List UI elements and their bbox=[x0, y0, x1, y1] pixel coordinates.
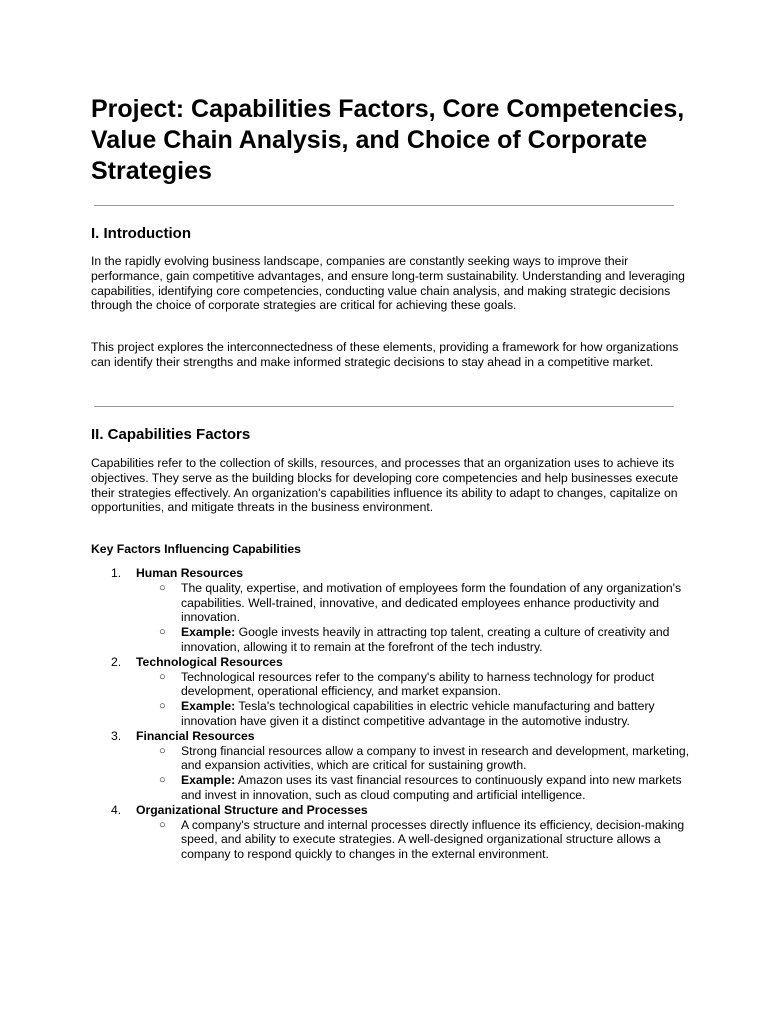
list-item-financial-resources bbox=[91, 729, 691, 803]
divider bbox=[94, 205, 674, 206]
intro-paragraph-2: This project explores the interconnectedness of these elements, providing a framework for how organizations can identify their strengths and make informed strategic decisions to stay ahead in a competitive market. bbox=[91, 340, 679, 369]
list-item-number: 1. bbox=[111, 566, 122, 580]
circle-bullet-icon: ○ bbox=[159, 581, 166, 594]
list-item-number: 3. bbox=[111, 728, 122, 743]
list-bullet bbox=[159, 625, 691, 655]
list-item-title: Financial Resources bbox=[136, 728, 255, 743]
list-item-title: Technological Resources bbox=[136, 654, 283, 669]
example-label: Example: bbox=[181, 625, 236, 640]
list-bullet bbox=[159, 669, 691, 700]
list-item-title: Organizational Structure and Processes bbox=[136, 802, 368, 817]
bullet-text: Technological resources refer to the company's ability to harness technology for product development, operational efficiency, and market expansion. bbox=[181, 669, 655, 699]
capabilities-paragraph: Capabilities refer to the collection of skills, resources, and processes that an organization uses to achieve its objectives. They serve as the building blocks for developing core competencies and help businesses execute their strategies effectively. An organization's capabilities influence its ability to adapt to changes, capitalize on opportunities, and mitigate threats in the business environment. bbox=[91, 456, 679, 515]
bullet-text: Google invests heavily in attracting top talent, creating a culture of creativity and innovation, allowing it to remain at the forefront of the tech industry. bbox=[181, 625, 670, 654]
list-bullet bbox=[159, 817, 691, 862]
list-bullet bbox=[159, 699, 691, 729]
section-heading-capabilities: II. Capabilities Factors bbox=[91, 426, 251, 443]
list-item-title: Human Resources bbox=[136, 566, 244, 580]
list-item-number: 2. bbox=[111, 654, 122, 669]
bullet-text: The quality, expertise, and motivation of employees form the foundation of any organization's capabilities. Well-trained, innovative, and dedicated employees enhance productivity and innovation. bbox=[181, 580, 682, 625]
bullet-text: Amazon uses its vast financial resources to continuously expand into new markets and invest in innovation, such as cloud computing and artificial intelligence. bbox=[181, 773, 682, 802]
circle-bullet-icon: ○ bbox=[159, 700, 166, 713]
example-label: Example: bbox=[181, 699, 236, 714]
key-factors-subheading: Key Factors Influencing Capabilities bbox=[91, 542, 301, 556]
list-bullet bbox=[159, 773, 691, 803]
circle-bullet-icon: ○ bbox=[159, 626, 166, 639]
section-heading-introduction: I. Introduction bbox=[91, 225, 191, 242]
circle-bullet-icon: ○ bbox=[159, 774, 166, 787]
list-bullet bbox=[159, 580, 691, 625]
circle-bullet-icon: ○ bbox=[159, 818, 166, 831]
list-item-organizational-structure bbox=[91, 803, 691, 862]
bullet-text: Strong financial resources allow a company to invest in research and development, marketing, and expansion activities, which are critical for sustaining growth. bbox=[181, 743, 690, 773]
intro-paragraph-1: In the rapidly evolving business landscape, companies are constantly seeking ways to improve their performance, gain competitive advantages, and ensure long-term sustainability. Understanding and leveraging capabilities, identifying core competencies, conducting value chain analysis, and making strategic decisions through the choice of corporate strategies are critical for achieving these goals. bbox=[91, 254, 685, 313]
document-title: Project: Capabilities Factors, Core Competencies, Value Chain Analysis, and Choice of Corporate Strategies bbox=[91, 95, 685, 185]
bullet-text: A company's structure and internal processes directly influence its efficiency, decision-making speed, and ability to execute strategies. A well-designed organizational structure allows a company to respond quickly to changes in the external environment. bbox=[181, 817, 685, 862]
list-bullet bbox=[159, 743, 691, 774]
circle-bullet-icon: ○ bbox=[159, 744, 166, 757]
list-item-human-resources bbox=[91, 566, 691, 655]
list-item-number: 4. bbox=[111, 802, 122, 817]
key-factors-list bbox=[91, 566, 691, 862]
divider bbox=[94, 406, 674, 407]
bullet-text: Tesla's technological capabilities in electric vehicle manufacturing and battery innovation have given it a distinct competitive advantage in the automotive industry. bbox=[181, 699, 655, 728]
circle-bullet-icon: ○ bbox=[159, 670, 166, 683]
list-item-technological-resources bbox=[91, 655, 691, 729]
example-label: Example: bbox=[181, 773, 236, 788]
